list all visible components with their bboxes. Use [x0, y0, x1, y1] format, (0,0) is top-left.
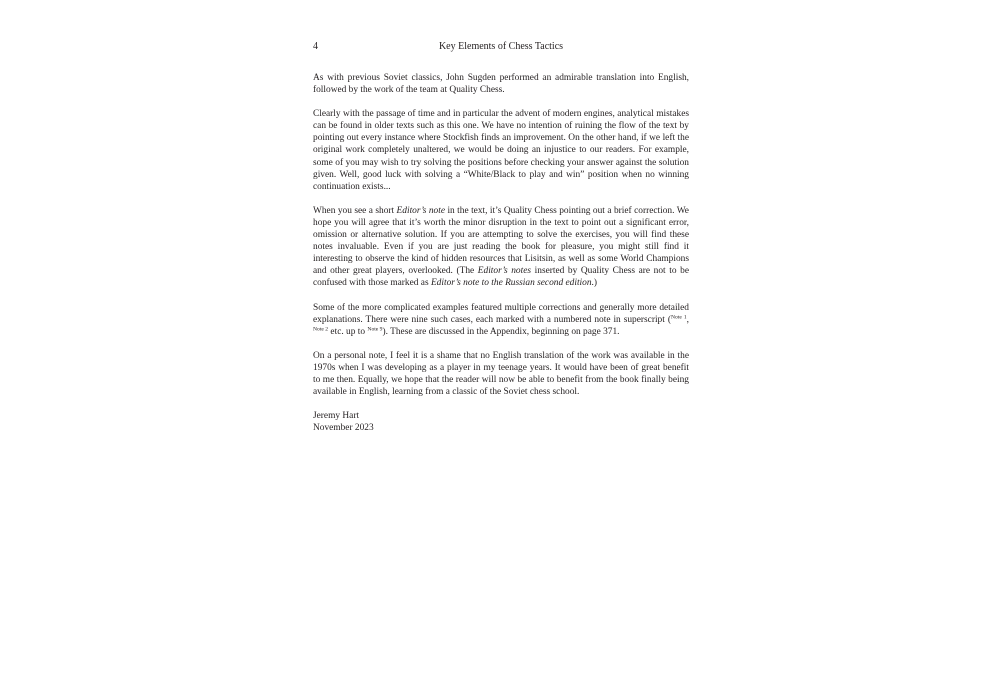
signature-name: Jeremy Hart	[313, 411, 360, 422]
paragraph-translation: As with previous Soviet classics, John Sugden performed an admirable translation into English, followed by the work of the team at Quality Chess.	[313, 73, 689, 96]
italic-russian-edition-note: Editor’s note to the Russian second edition	[430, 278, 592, 289]
text-segment: ). These are discussed in the Appendix, beginning on page 371.	[382, 326, 620, 337]
italic-editors-note: Editor’s note	[396, 205, 445, 216]
paragraph-personal-note: On a personal note, I feel it is a shame that no English translation of the work was available in the 1970s when I was developing as a player in my teenage years. It would have been of great benefit to me then. Equally, we hope that the reader will now be able to benefit from the book finally being available in English, learning from a classic of the Soviet chess school.	[313, 350, 689, 398]
body-text	[313, 72, 689, 434]
text-segment: .)	[591, 278, 597, 289]
paragraph-numbered-notes	[313, 302, 689, 338]
page-number: 4	[313, 41, 318, 52]
text-segment: ,	[686, 314, 689, 325]
text-segment: inserted by Quality Chess are not to be confused with those marked as	[313, 266, 689, 289]
superscript-note-9: Note 9	[367, 326, 383, 333]
running-title: Key Elements of Chess Tactics	[438, 41, 564, 52]
signature-date: November 2023	[313, 423, 374, 434]
text-segment: When you see a short	[313, 205, 397, 216]
text-segment: Some of the more complicated examples featured multiple corrections and generally more detailed explanations. There were nine such cases, each marked with a numbered note in superscript (	[313, 302, 689, 325]
superscript-note-2: Note 2	[313, 326, 329, 333]
paragraph-editors-notes	[313, 205, 689, 290]
text-segment: etc. up to	[328, 326, 368, 337]
book-page	[313, 0, 689, 675]
italic-editors-notes: Editor’s notes	[477, 266, 532, 277]
paragraph-analytical-mistakes: Clearly with the passage of time and in particular the advent of modern engines, analytical mistakes can be found in older texts such as this one. We have no intention of ruining the flow of the text by pointing out every instance where Stockfish finds an improvement. On the other hand, if we left the original work completely unaltered, we would be doing an injustice to our readers. For example, some of you may wish to try solving the positions before checking your answer against the solution given. Well, good luck with solving a “White/Black to play and win” position when no winning continuation exists...	[313, 109, 689, 192]
superscript-note-1: Note 1	[670, 314, 687, 321]
text-segment: in the text, it’s Quality Chess pointing out a brief correction. We hope you will agree that it’s worth the minor disruption in the text to point out a significant error, omission or alternative solution. If you are attempting to solve the exercises, you will find these notes invaluable. Even if you are just reading the book for pleasure, you might still find it interesting to observe the kind of hidden resources that Lisitsin, as well as some World Champions and other great players, overlooked. (The	[313, 205, 689, 277]
